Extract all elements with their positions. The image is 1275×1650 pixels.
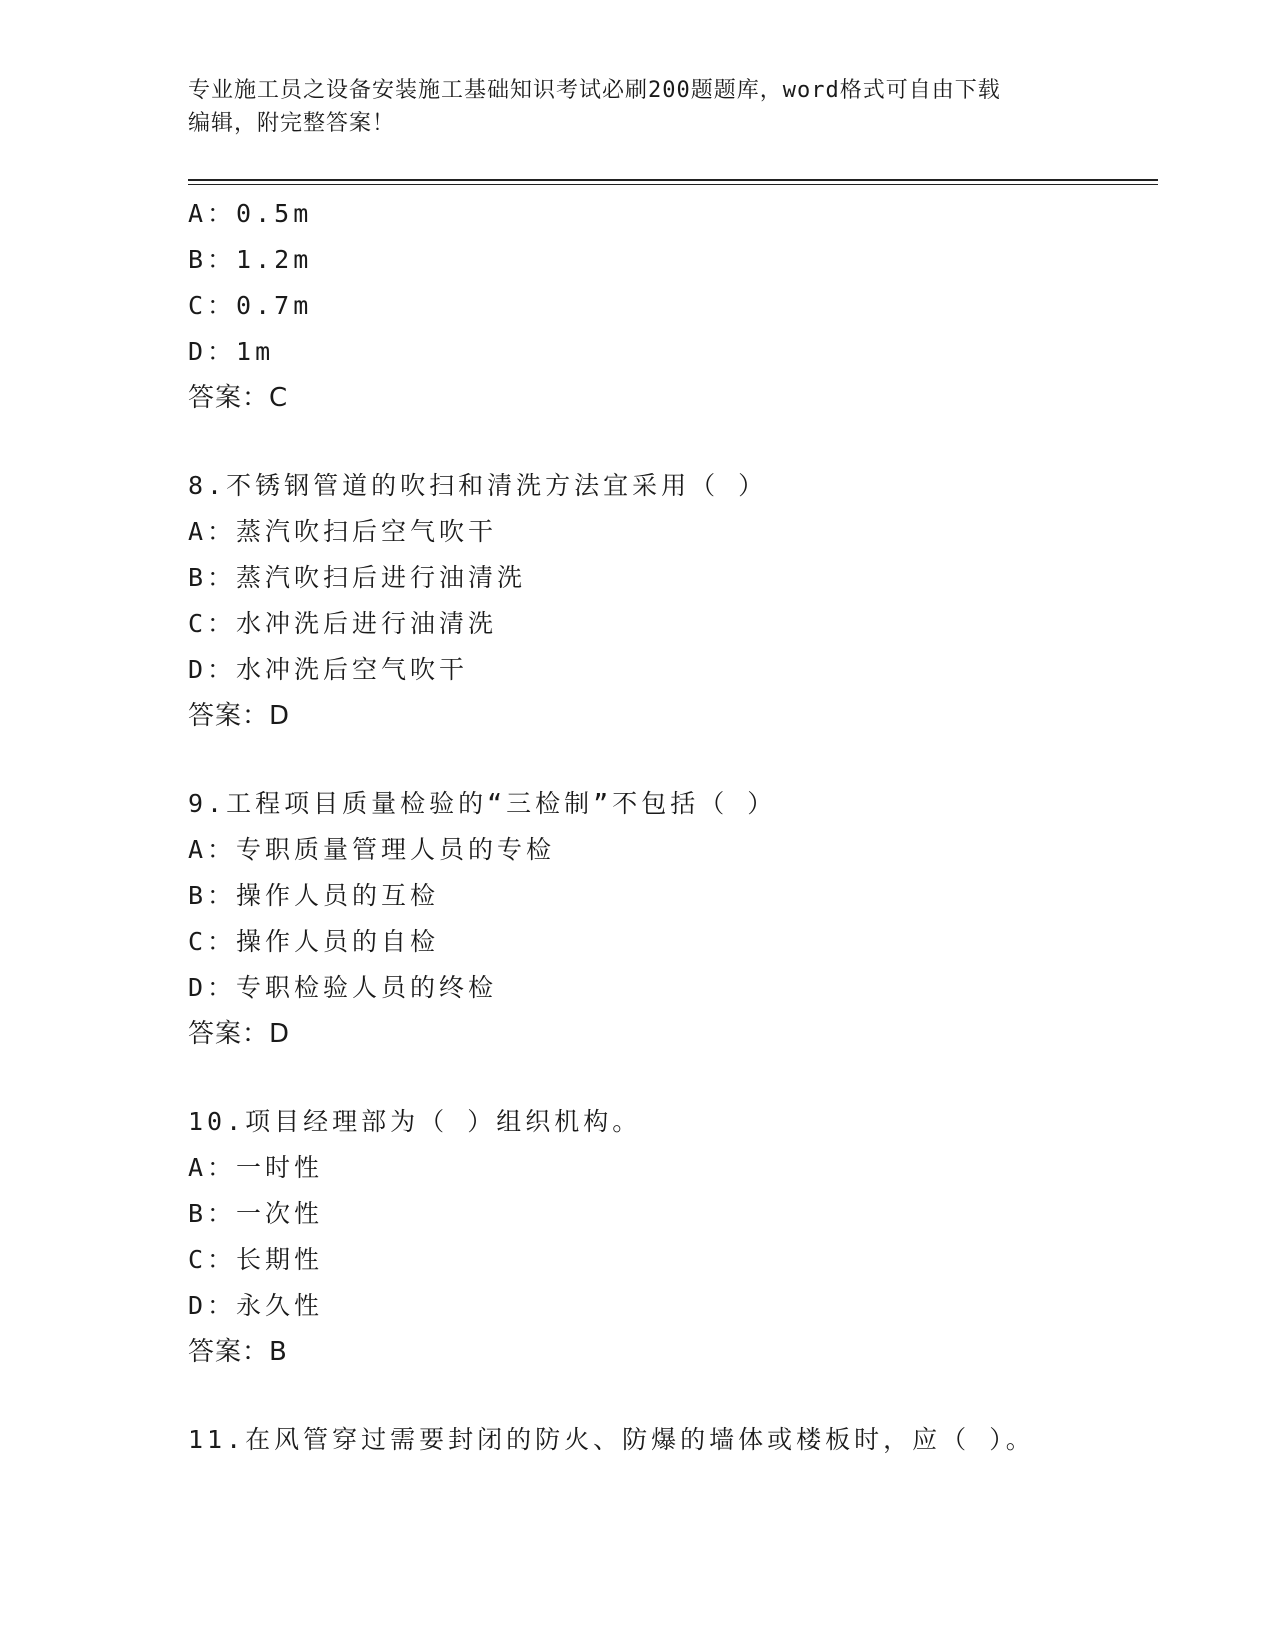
document-header <box>188 74 1088 140</box>
question-block-8 <box>188 463 1148 739</box>
option-c: C：水冲洗后进行油清洗 <box>188 609 498 638</box>
answer-line: 答案：B <box>188 1337 288 1367</box>
question-text: 10.项目经理部为（ ）组织机构。 <box>188 1107 642 1136</box>
option-c: C：长期性 <box>188 1245 324 1274</box>
question-block-11 <box>188 1417 1148 1463</box>
option-c: C：0.7m <box>188 291 313 320</box>
question-block-10 <box>188 1099 1148 1375</box>
question-text: 11.在风管穿过需要封闭的防火、防爆的墙体或楼板时，应（ ）。 <box>188 1425 1035 1454</box>
option-a: A：专职质量管理人员的专检 <box>188 835 556 864</box>
option-a: A：0.5m <box>188 199 313 228</box>
option-d: D：永久性 <box>188 1291 324 1320</box>
option-d: D：专职检验人员的终检 <box>188 973 498 1002</box>
answer-line: 答案：D <box>188 701 291 731</box>
option-a: A：一时性 <box>188 1153 324 1182</box>
header-title-line1: 专业施工员之设备安装施工基础知识考试必刷200题题库，word格式可自由下载 <box>188 78 1001 103</box>
question-text: 9.工程项目质量检验的“三检制”不包括（ ） <box>188 789 777 818</box>
answer-line: 答案：D <box>188 1019 291 1049</box>
option-b: B：一次性 <box>188 1199 324 1228</box>
option-d: D：水冲洗后空气吹干 <box>188 655 469 684</box>
option-b: B：1.2m <box>188 245 313 274</box>
header-divider-thick <box>188 179 1158 181</box>
question-block-9 <box>188 781 1148 1057</box>
header-divider-thin <box>188 184 1158 185</box>
option-b: B：蒸汽吹扫后进行油清洗 <box>188 563 527 592</box>
header-title-line2: 编辑，附完整答案！ <box>188 111 396 136</box>
answer-line: 答案：C <box>188 383 289 413</box>
question-block-partial <box>188 191 1148 421</box>
question-list <box>188 191 1148 1463</box>
option-c: C：操作人员的自检 <box>188 927 440 956</box>
option-d: D：1m <box>188 337 275 366</box>
question-text: 8.不锈钢管道的吹扫和清洗方法宜采用（ ） <box>188 471 768 500</box>
option-b: B：操作人员的互检 <box>188 881 440 910</box>
option-a: A：蒸汽吹扫后空气吹干 <box>188 517 498 546</box>
